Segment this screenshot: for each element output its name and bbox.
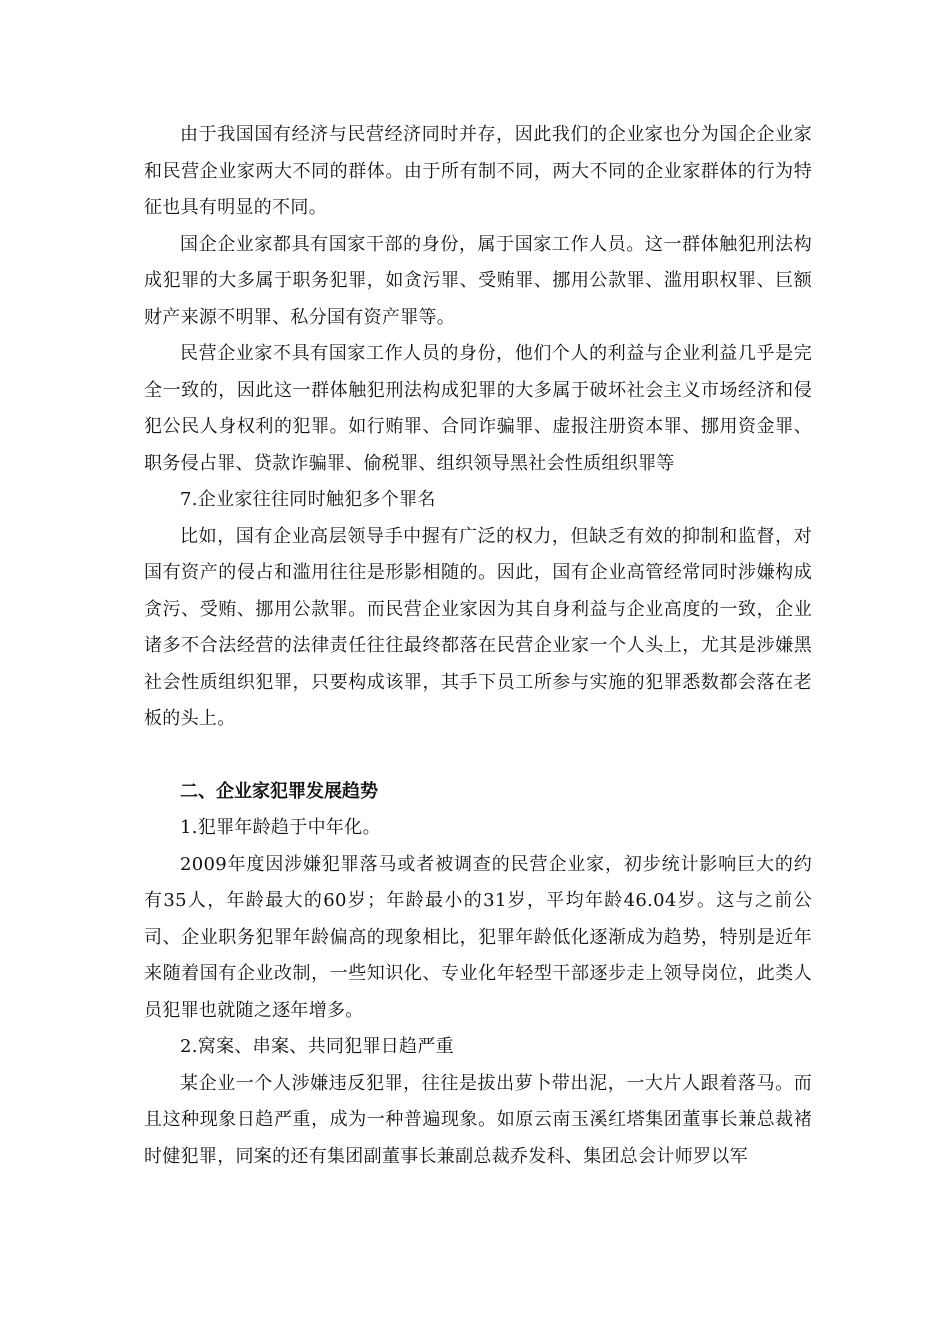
document-body: [144, 117, 812, 1175]
paragraph-group-crime: 某企业一个人涉嫌违反犯罪，往往是拔出萝卜带出泥，一大片人跟着落马。而且这种现象日趋严重，成为一种普遍现象。如原云南玉溪红塔集团董事长兼总裁褚时健犯罪，同案的还有集团副董事长兼副总裁乔发科、集团总会计师罗以军: [144, 1072, 812, 1167]
subheading-group-crime: 2.窝案、串案、共同犯罪日趋严重: [180, 1036, 454, 1057]
paragraph-ownership-groups: 由于我国国有经济与民营经济同时并存，因此我们的企业家也分为国企企业家和民营企业家两大不同的群体。由于所有制不同，两大不同的企业家群体的行为特征也具有明显的不同。: [144, 124, 812, 218]
section-heading: 二、企业家犯罪发展趋势: [180, 780, 378, 802]
paragraph-private-entrepreneurs: 民营企业家不具有国家工作人员的身份，他们个人的利益与企业利益几乎是完全一致的，因此这一群体触犯刑法构成犯罪的大多属于破坏社会主义市场经济和侵犯公民人身权利的犯罪。如行贿罪、合同诈骗罪、虚报注册资本罪、挪用资金罪、职务侵占罪、贷款诈骗罪、偷税罪、组织领导黑社会性质组织罪等: [144, 343, 812, 474]
section-spacer: [144, 738, 812, 774]
subheading-age-trend: 1.犯罪年龄趋于中年化。: [180, 817, 381, 838]
subheading-multiple-charges: 7.企业家往往同时触犯多个罪名: [180, 489, 436, 510]
paragraph-state-entrepreneurs: 国企企业家都具有国家干部的身份，属于国家工作人员。这一群体触犯刑法构成犯罪的大多属于职务犯罪，如贪污罪、受贿罪、挪用公款罪、滥用职权罪、巨额财产来源不明罪、私分国有资产罪等。: [144, 233, 812, 328]
paragraph-multiple-charges: 比如，国有企业高层领导手中握有广泛的权力，但缺乏有效的抑制和监督，对国有资产的侵占和滥用往往是形影相随的。因此，国有企业高管经常同时涉嫌构成贪污、受贿、挪用公款罪。而民营企业家因为其自身利益与企业高度的一致，企业诸多不合法经营的法律责任往往最终都落在民营企业家一个人头上，尤其是涉嫌黑社会性质组织犯罪，只要构成该罪，其手下员工所参与实施的犯罪悉数都会落在老板的头上。: [144, 525, 812, 729]
paragraph-age-trend: 2009年度因涉嫌犯罪落马或者被调查的民营企业家，初步统计影响巨大的约有35人，年龄最大的60岁；年龄最小的31岁，平均年龄46.04岁。这与之前公司、企业职务犯罪年龄偏高的现象相比，犯罪年龄低化逐渐成为趋势，特别是近年来随着国有企业改制，一些知识化、专业化年轻型干部逐步走上领导岗位，此类人员犯罪也就随之逐年增多。: [144, 853, 812, 1021]
